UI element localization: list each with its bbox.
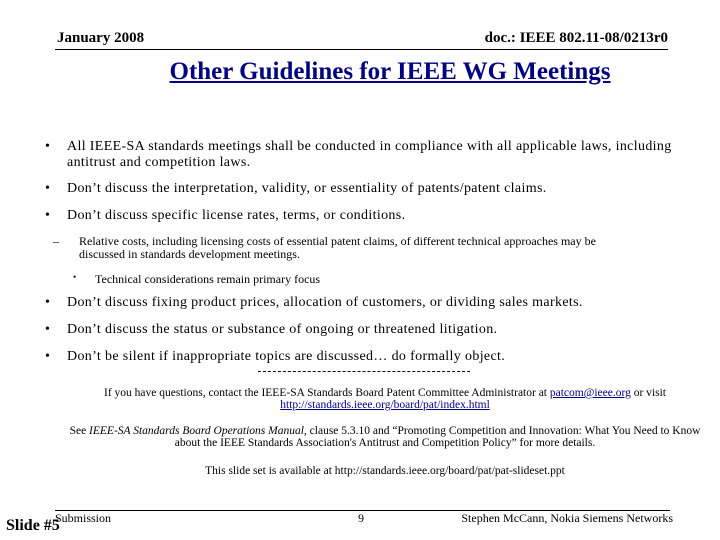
bullet-marker: • — [45, 208, 51, 223]
contact-text: If you have questions, contact the IEEE-SA Standards Board Patent Committee Administrator at — [104, 387, 547, 399]
bullet-text: Don’t discuss the status or substance of ongoing or threatened litigation. — [67, 322, 498, 337]
footer-submission: Submission — [55, 511, 112, 525]
sub-bullet-item — [53, 235, 633, 261]
bullet-text: Don’t discuss the interpretation, validity, or essentiality of patents/patent claims. — [67, 181, 547, 196]
slideset-note: This slide set is available at http://standards.ieee.org/board/pat/pat-slideset.ppt — [205, 465, 565, 477]
bullet-text: All IEEE-SA standards meetings shall be conducted in compliance with all applicable laws, including antitrust and competition laws. — [67, 139, 672, 170]
slide-number: Slide #5 — [6, 517, 60, 534]
bullet-item — [45, 322, 675, 338]
sub-bullet-marker: – — [53, 234, 59, 248]
bullet-item — [45, 295, 675, 311]
bullet-marker: • — [45, 181, 51, 196]
footer-page-number: 9 — [358, 511, 364, 525]
footer-author: Stephen McCann, Nokia Siemens Networks — [461, 511, 673, 525]
header-doc-id: doc.: IEEE 802.11-08/0213r0 — [484, 30, 668, 46]
patent-committee-link[interactable]: http://standards.ieee.org/board/pat/index.html — [280, 399, 490, 411]
bullet-text: Don’t discuss fixing product prices, allocation of customers, or dividing sales markets. — [67, 295, 583, 310]
see-manual-note — [60, 425, 710, 449]
header-date: January 2008 — [57, 30, 145, 46]
bullet-item — [45, 139, 675, 171]
see-suffix: , clause 5.3.10 and “Promoting Competition and Innovation: What You Need to Know about the IEEE Standards Association's Antitrust and Competition Policy” for more details. — [174, 425, 701, 449]
bullet-item — [45, 181, 675, 197]
or-visit-text: or visit — [633, 387, 666, 399]
bullet-item — [45, 349, 675, 365]
bullet-item — [45, 208, 675, 224]
email-link[interactable]: patcom@ieee.org — [549, 387, 631, 399]
sub-bullet-text: Relative costs, including licensing costs of essential patent claims, of different technical approaches may be discussed in standards development meetings. — [79, 234, 596, 261]
separator-line — [258, 371, 470, 372]
slide-title-text: Other Guidelines for IEEE WG Meetings — [169, 58, 611, 85]
bullet-marker: • — [45, 295, 51, 310]
slide-title — [0, 58, 720, 86]
see-prefix: See — [69, 425, 87, 437]
bullet-text: Don’t be silent if inappropriate topics are discussed… do formally object. — [67, 349, 506, 364]
subsub-bullet-marker: • — [73, 272, 77, 282]
bullet-marker: • — [45, 349, 51, 364]
header-rule — [55, 49, 668, 50]
manual-title: IEEE-SA Standards Board Operations Manual — [89, 425, 304, 437]
contact-info — [60, 387, 710, 411]
subsub-bullet-item — [73, 272, 320, 287]
bullet-text: Don’t discuss specific license rates, terms, or conditions. — [67, 208, 406, 223]
bullet-marker: • — [45, 139, 51, 154]
subsub-bullet-text: Technical considerations remain primary focus — [95, 272, 321, 286]
bullet-marker: • — [45, 322, 51, 337]
